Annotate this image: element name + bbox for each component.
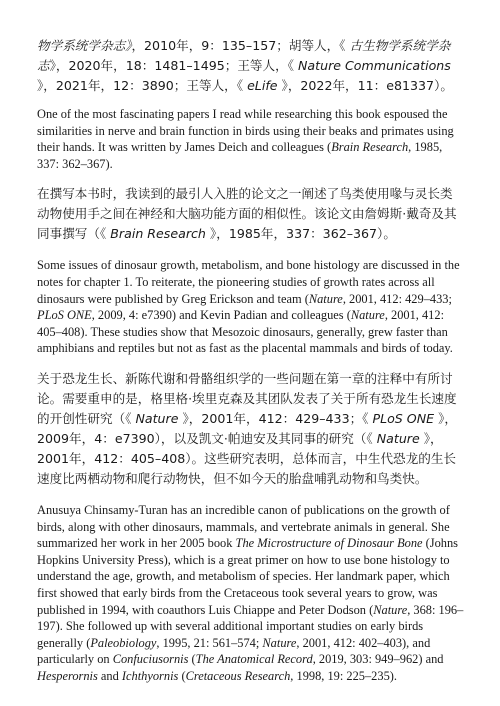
text-run: , 2001, 412: 402–403), and particularly on: [37, 635, 431, 667]
paragraph-zh-growth: [37, 369, 465, 489]
text-run: (: [178, 668, 186, 683]
italic-title-run: Nature Communications: [298, 58, 451, 73]
italic-title-run: eLife: [247, 78, 278, 93]
paragraph-en-deich: [37, 106, 465, 172]
italic-title-run: Ichthyornis: [121, 668, 179, 683]
italic-title-run: Paleobiology: [90, 635, 157, 650]
text-run: 在撰写本书时，我读到的最引人入胜的论文之一阐述了鸟类使用喙与灵长类动物使用手之间在神经和大脑功能方面的相似性。该论文由詹姆斯·戴奇及其同事撰写（《: [37, 186, 457, 242]
text-run: 》，1985年，337：362–367）。: [205, 226, 396, 242]
italic-title-run: Nature: [373, 602, 408, 617]
text-run: , 1985, 337: 362–367).: [37, 140, 443, 171]
italic-title-run: Nature: [135, 410, 179, 426]
italic-title-run: Brain Research: [331, 140, 409, 155]
italic-title-run: 古生物学系统学杂志: [37, 38, 451, 73]
italic-title-run: 物学系统学杂志》: [37, 38, 132, 53]
italic-title-run: The Anatomical Record: [195, 652, 313, 667]
italic-title-run: Nature: [350, 308, 385, 323]
italic-title-run: The Microstructure of Dinosaur Bone: [235, 536, 423, 551]
text-run: (Johns Hopkins University Press), which is a great primer on how to use bone histology to understand the age, growth, and metabolism of species. Her landmark paper, which first showed that early birds from the Cretaceous took several years to grow, was published in 1994, with coauthors Luis Chiappe and Peter Dodson (: [37, 536, 459, 617]
text-run: , 1998, 19: 225–235).: [290, 668, 397, 683]
text-run: Some issues of dinosaur growth, metabolism, and bone histology are discussed in the notes for chapter 1. To reiterate, the pioneering studies of growth rates across all dinosaurs were published by Greg Erickson and team (: [37, 258, 460, 306]
text-run: , 2009, 4: e7390) and Kevin Padian and colleagues (: [91, 308, 351, 323]
text-run: 》，2009年，4：e7390），以及凯文·帕迪安及其同事的研究（《: [37, 410, 457, 446]
text-run: 关于恐龙生长、新陈代谢和骨骼组织学的一些问题在第一章的注释中有所讨论。需要重申的是，格里格·埃里克森及其团队发表了关于所有恐龙生长速度的开创性研究（《: [37, 370, 457, 426]
text-run: 》，2020年，18：1481–1495；王等人，《: [49, 58, 299, 73]
italic-title-run: PLoS ONE: [372, 410, 435, 426]
italic-title-run: Nature: [262, 635, 297, 650]
paragraph-en-growth: [37, 257, 465, 357]
text-run: 》，2001年，412：405–408）。这些研究表明，总体而言，中生代恐龙的生长速度比两栖动物和爬行动物快，但不如今天的胎盘哺乳动物和鸟类快。: [37, 430, 457, 486]
paragraph-zh-citations: [37, 36, 465, 96]
text-run: , 2001, 412: 405–408). These studies show that Mesozoic dinosaurs, generally, grew faster than amphibians and reptiles but not as fast as the placental mammals and birds of today.: [37, 308, 453, 356]
italic-title-run: Cretaceous Research: [185, 668, 291, 683]
text-run: , 1995, 21: 561–574;: [156, 635, 263, 650]
italic-title-run: Nature: [376, 430, 420, 446]
italic-title-run: Hesperornis: [37, 668, 98, 683]
document-page: [37, 36, 465, 696]
text-run: , 368: 196–197). She followed up with several additional important studies on early birds generally (: [37, 602, 464, 650]
text-run: 》，2021年，12：3890；王等人，《: [37, 78, 248, 93]
text-run: (: [188, 652, 196, 667]
text-run: , 2001, 412: 429–433;: [342, 291, 452, 306]
text-run: , 2019, 303: 949–962) and: [312, 652, 444, 667]
text-run: Anusuya Chinsamy-Turan has an incredible canon of publications on the growth of birds, along with other dinosaurs, mammals, and vertebrate animals in general. She summarized her work in her 2005 book: [37, 502, 450, 551]
italic-title-run: Nature: [308, 291, 343, 306]
italic-title-run: Confuciusornis: [112, 652, 189, 667]
paragraph-en-chinsamy: [37, 502, 465, 685]
text-run: and: [97, 668, 122, 683]
italic-title-run: Brain Research: [110, 226, 206, 242]
text-run: One of the most fascinating papers I read while researching this book espoused the similarities in nerve and brain function in birds using their beaks and primates using their hands. It was written by James Deich and colleagues (: [37, 107, 454, 155]
paragraph-zh-deich: [37, 184, 465, 244]
text-run: 》，2022年，11：e81337）。: [277, 78, 453, 93]
italic-title-run: PLoS ONE: [37, 308, 92, 323]
text-run: 》，2001年，412：429–433；《: [178, 410, 373, 426]
text-run: ，2010年，9：135–157；胡等人，《: [131, 38, 350, 53]
